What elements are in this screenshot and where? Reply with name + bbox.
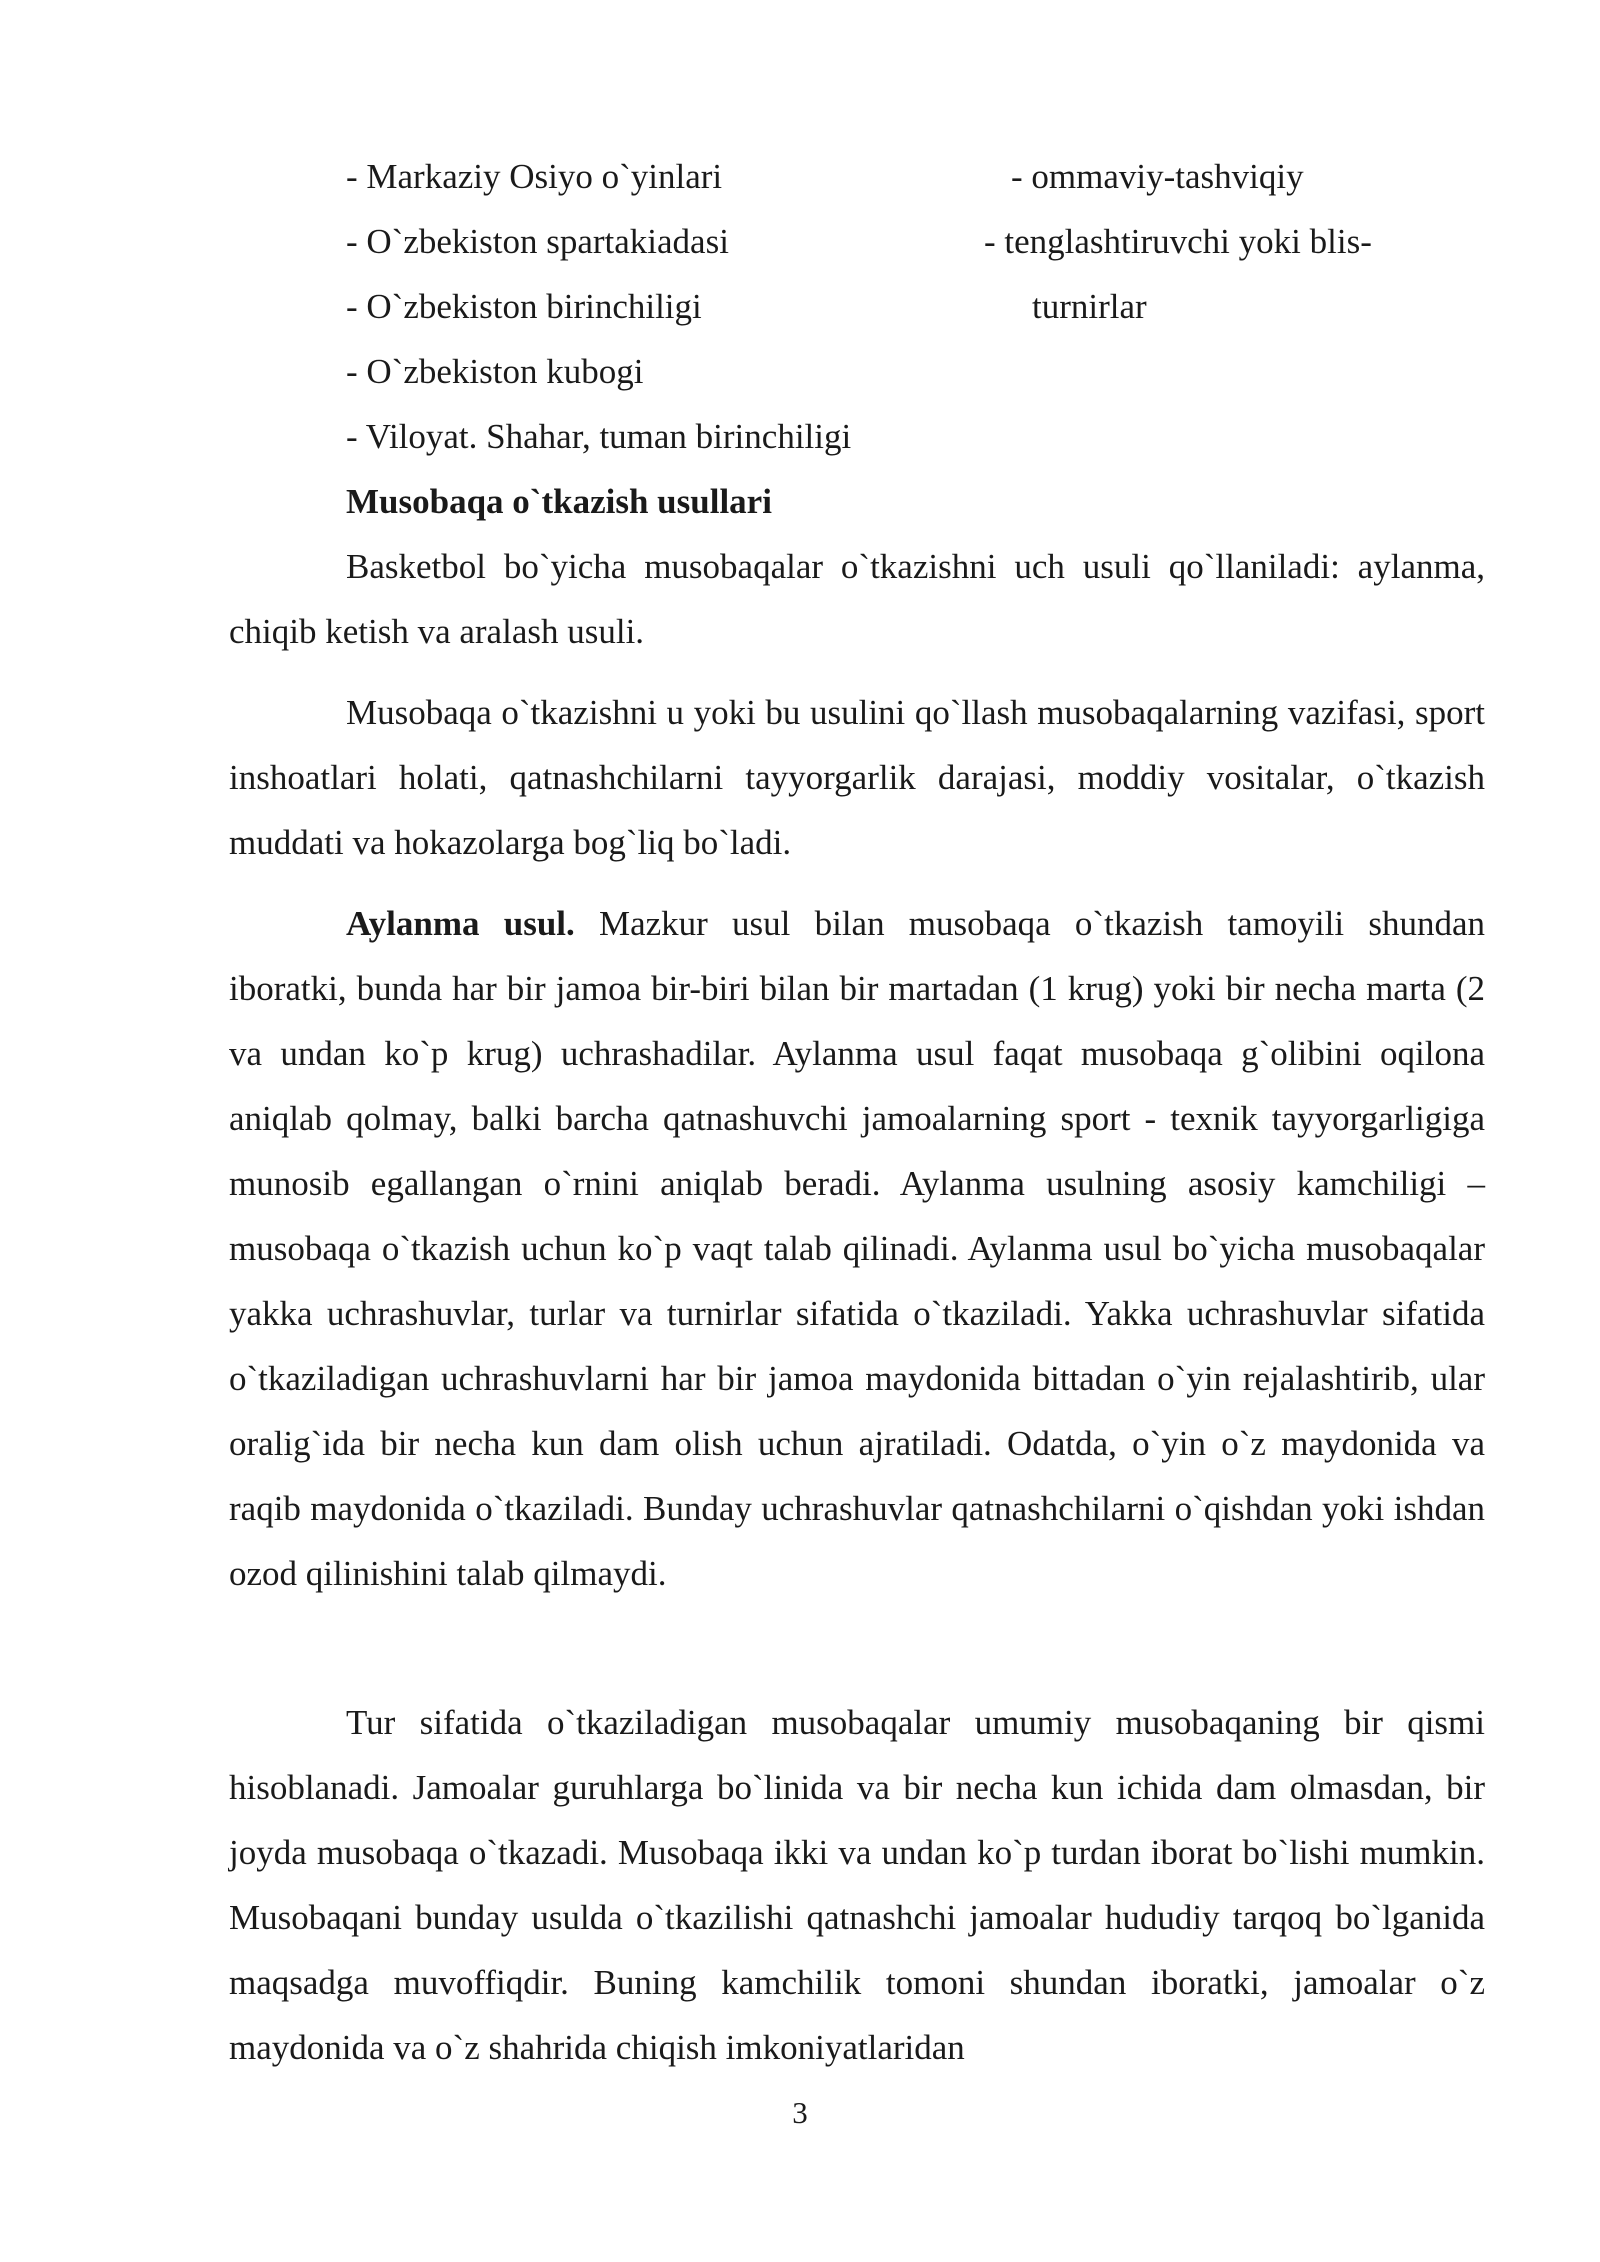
list-item: - Markaziy Osiyo o`yinlari [346, 157, 723, 196]
list-row [346, 274, 1446, 339]
list-item: - O`zbekiston birinchiligi [346, 287, 702, 326]
paragraph-text: Tur sifatida o`tkaziladigan musobaqalar umumiy musobaqaning bir qismi hisoblanadi. Jamoalar guruhlarga bo`linida va bir necha kun ichida dam olmasdan, bir joyda musobaqa o`tkazadi. Musobaqa ikki va undan ko`p turdan iborat bo`lishi mumkin. Musobaqani bunday usulda o`tkazilishi qatnashchi jamoalar hududiy tarqoq bo`lganida maqsadga muvoffiqdir. Buning kamchilik tomoni shundan iboratki, jamoalar o`z maydonida va o`z shahrida chiqish imkoniyatlaridan [229, 1703, 1485, 2067]
list-item: turnirlar [1032, 287, 1147, 326]
paragraph-2 [229, 680, 1485, 875]
list-item: - O`zbekiston kubogi [346, 352, 644, 391]
page-number: 3 [792, 2095, 808, 2130]
list-item: - tenglashtiruvchi yoki blis- [984, 222, 1372, 261]
list-row [346, 339, 1446, 404]
paragraph-text [229, 891, 1485, 1606]
list-row [346, 404, 1446, 469]
list-item: - ommaviy-tashviqiy [1011, 157, 1304, 196]
paragraph-3 [229, 891, 1485, 1606]
competition-list [346, 144, 1446, 469]
paragraph-4 [229, 1690, 1485, 2080]
paragraph-lead: Aylanma usul. [346, 904, 575, 943]
list-row [346, 144, 1446, 209]
list-row [346, 209, 1446, 274]
paragraph-text: Musobaqa o`tkazishni u yoki bu usulini qo`llash musobaqalarning vazifasi, sport inshoatlari holati, qatnashchilarni tayyorgarlik darajasi, moddiy vositalar, o`tkazish muddati va hokazolarga bog`liq bo`ladi. [229, 693, 1485, 862]
paragraph-body: Mazkur usul bilan musobaqa o`tkazish tamoyili shundan iboratki, bunda har bir jamoa bir-biri bilan bir martadan (1 krug) yoki bir necha marta (2 va undan ko`p krug) uchrashadilar. Aylanma usul faqat musobaqa g`olibini oqilona aniqlab qolmay, balki barcha qatnashuvchi jamoalarning sport - texnik tayyorgarligiga munosib egallangan o`rnini aniqlab beradi. Aylanma usulning asosiy kamchiligi – musobaqa o`tkazish uchun ko`p vaqt talab qilinadi. Aylanma usul bo`yicha musobaqalar yakka uchrashuvlar, turlar va turnirlar sifatida o`tkaziladi. Yakka uchrashuvlar sifatida o`tkaziladigan uchrashuvlarni har bir jamoa maydonida bittadan o`yin rejalashtirib, ular oralig`ida bir necha kun dam olish uchun ajratiladi. Odatda, o`yin o`z maydonida va raqib maydonida o`tkaziladi. Bunday uchrashuvlar qatnashchilarni o`qishdan yoki ishdan ozod qilinishini talab qilmaydi. [229, 904, 1485, 1593]
paragraph-text: Basketbol bo`yicha musobaqalar o`tkazishni uch usuli qo`llaniladi: aylanma, chiqib ketish va aralash usuli. [229, 547, 1485, 651]
list-item: - O`zbekiston spartakiadasi [346, 222, 729, 261]
list-item: - Viloyat. Shahar, tuman birinchiligi [346, 417, 852, 456]
section-heading: Musobaqa o`tkazish usullari [346, 482, 772, 521]
paragraph-1 [229, 534, 1485, 664]
